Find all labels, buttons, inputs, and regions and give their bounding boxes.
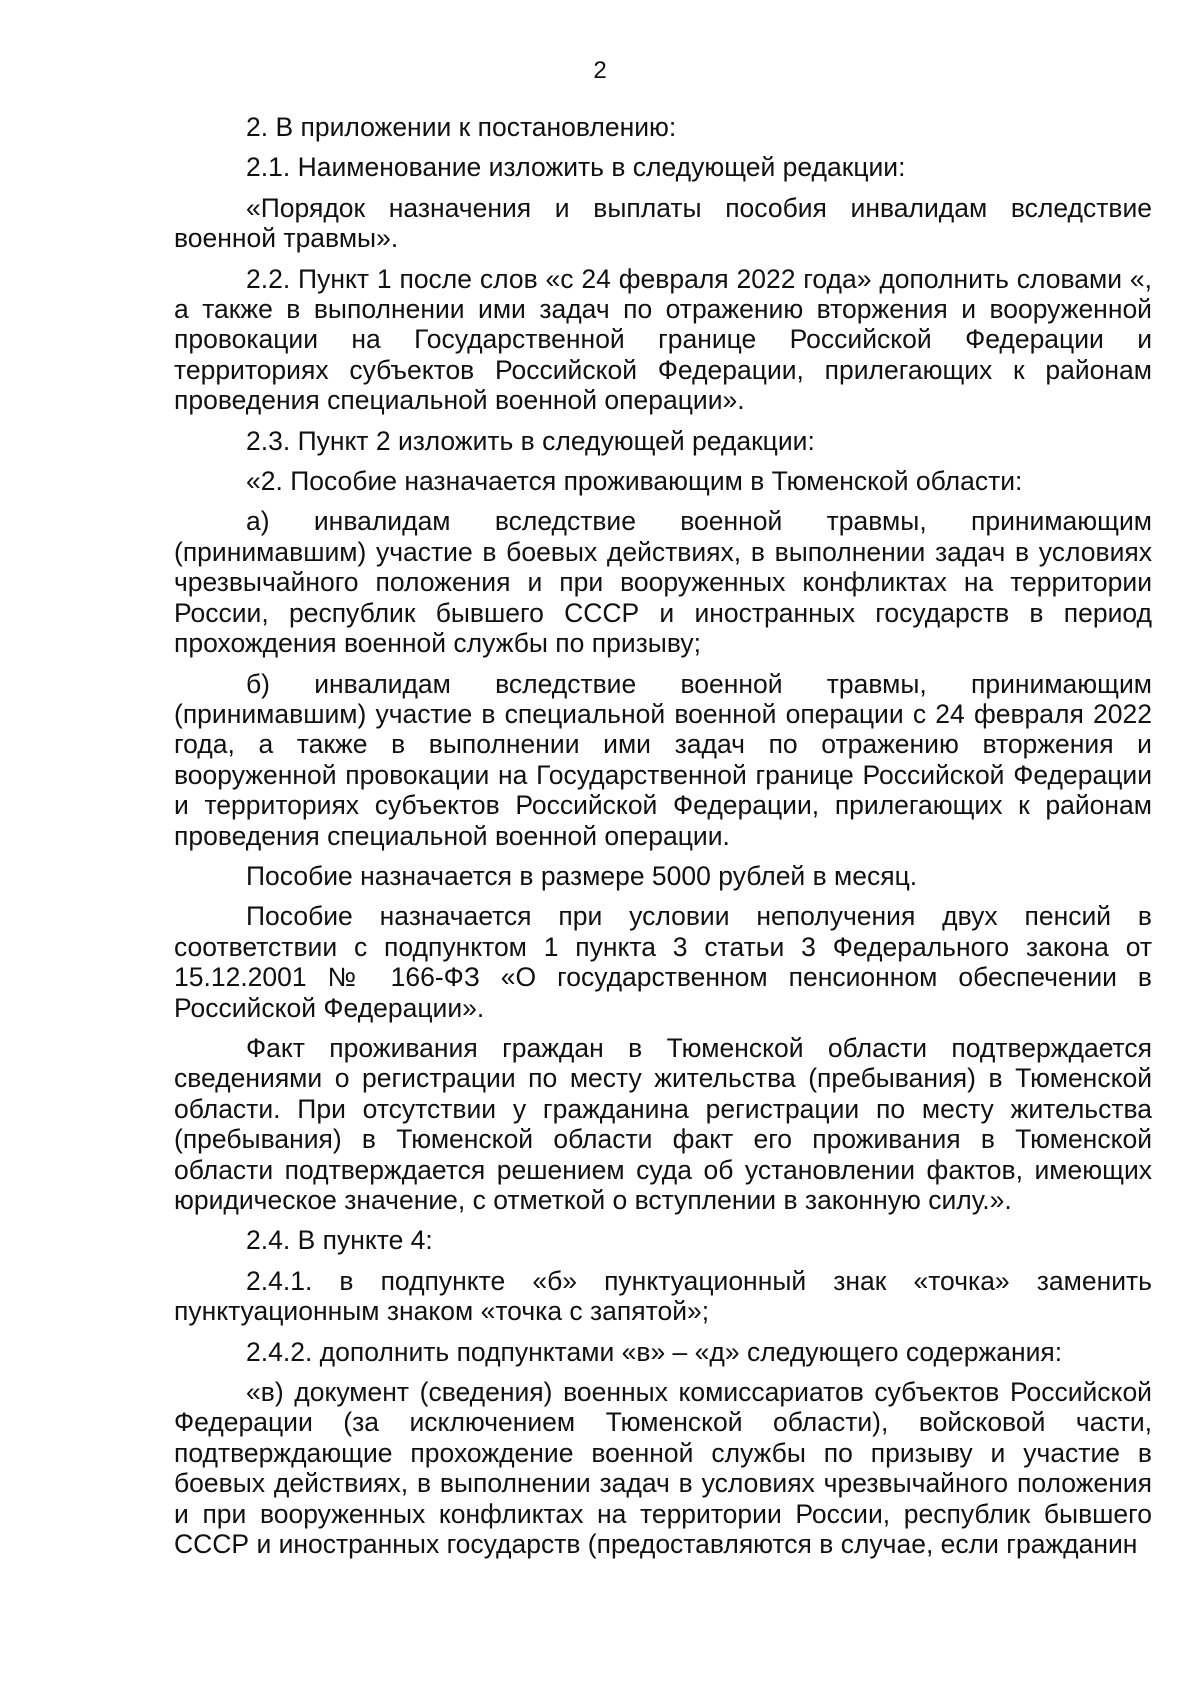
- paragraph-2-2: 2.2. Пункт 1 после слов «с 24 февраля 2022 года» дополнить словами «, а также в выполнении ими задач по отражению вторжения и вооруженной провокации на Государственной границе Российской Федерации и территориях субъектов Российской Федерации, прилегающих к районам проведения специальной военной операции».: [174, 263, 1152, 416]
- paragraph-2-1: 2.1. Наименование изложить в следующей редакции:: [246, 152, 906, 183]
- paragraph-new-title: «Порядок назначения и выплаты пособия инвалидам вследствие военной травмы».: [174, 192, 1152, 254]
- paragraph-2-4-1: 2.4.1. в подпункте «б» пунктуационный знак «точка» заменить пунктуационным знаком «точка с запятой»;: [174, 1265, 1152, 1327]
- paragraph-residence-fact: Факт проживания граждан в Тюменской области подтверждается сведениями о регистрации по месту жительства (пребывания) в Тюменской области. При отсутствии у гражданина регистрации по месту жительства (пребывания) в Тюменской области факт его проживания в Тюменской области подтверждается решением суда об установлении фактов, имеющих юридическое значение, с отметкой о вступлении в законную силу.».: [174, 1032, 1152, 1215]
- document-body: [174, 112, 1152, 1569]
- paragraph-subpoint-b: б) инвалидам вследствие военной травмы, принимающим (принимавшим) участие в специальной военной операции с 24 февраля 2022 года, а также в выполнении ими задач по отражению вторжения и вооруженной провокации на Государственной границе Российской Федерации и территориях субъектов Российской Федерации, прилегающих к районам проведения специальной военной операции.: [174, 668, 1152, 851]
- paragraph-2: 2. В приложении к постановлению:: [246, 112, 677, 142]
- paragraph-subpoint-v: «в) документ (сведения) военных комиссариатов субъектов Российской Федерации (за исключением Тюменской области), войсковой части, подтверждающие прохождение военной службы по призыву и участие в боевых действиях, в выполнении задач в условиях чрезвычайного положения и при вооруженных конфликтах на территории России, республик бывшего СССР и иностранных государств (предоставляются в случае, если гражданин: [174, 1377, 1152, 1560]
- paragraph-2-4: 2.4. В пункте 4:: [246, 1225, 433, 1256]
- paragraph-allowance-condition: Пособие назначается при условии неполучения двух пенсий в соответствии с подпунктом 1 пункта 3 статьи 3 Федерального закона от 15.12.2001 № 166-ФЗ «О государственном пенсионном обеспечении в Российской Федерации».: [174, 901, 1152, 1023]
- paragraph-2-4-2: 2.4.2. дополнить подпунктами «в» – «д» следующего содержания:: [246, 1336, 1063, 1367]
- page-number: 2: [593, 57, 607, 84]
- paragraph-subpoint-a: а) инвалидам вследствие военной травмы, принимающим (принимавшим) участие в боевых действиях, в выполнении задач в условиях чрезвычайного положения и при вооруженных конфликтах на территории России, республик бывшего СССР и иностранных государств в период прохождения военной службы по призыву;: [174, 506, 1152, 659]
- paragraph-2-3: 2.3. Пункт 2 изложить в следующей редакции:: [246, 425, 815, 456]
- paragraph-allowance-amount: Пособие назначается в размере 5000 рублей в месяц.: [246, 860, 918, 891]
- paragraph-point-2: «2. Пособие назначается проживающим в Тюменской области:: [246, 466, 1023, 497]
